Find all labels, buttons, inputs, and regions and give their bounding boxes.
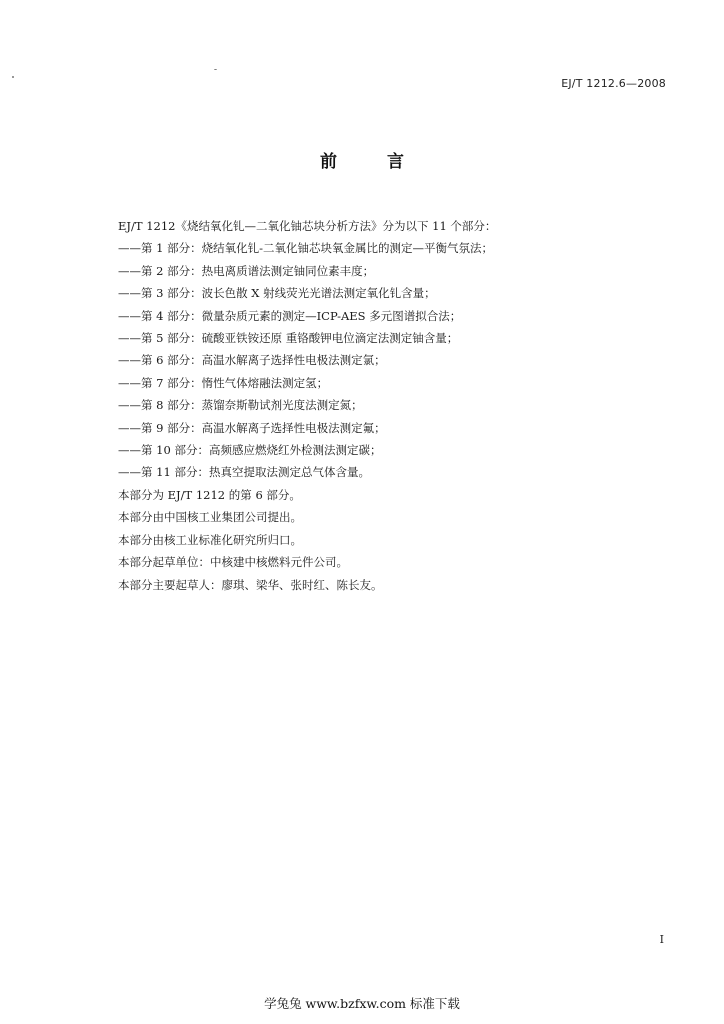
page-number: I: [659, 933, 664, 946]
part-item-8: ——第 8 部分：蒸馏奈斯勒试剂光度法测定氮；: [118, 398, 363, 413]
download-watermark-footer: 学兔兔 www.bzfxw.com 标准下载: [264, 996, 460, 1011]
statement-drafters: 本部分主要起草人：廖琪、梁华、张时红、陈长友。: [118, 577, 383, 592]
scan-speck: [214, 69, 217, 70]
part-item-1: ——第 1 部分：烧结氧化钆-二氧化铀芯块氧金属比的测定—平衡气氛法；: [118, 241, 494, 256]
statement-proposer: 本部分由中国核工业集团公司提出。: [118, 510, 302, 525]
part-item-9: ——第 9 部分：高温水解离子选择性电极法测定氟；: [118, 420, 386, 435]
part-item-4: ——第 4 部分：微量杂质元素的测定—ICP-AES 多元图谱拟合法；: [118, 308, 462, 323]
foreword-intro: EJ/T 1212《烧结氧化钆—二氧化铀芯块分析方法》分为以下 11 个部分：: [118, 219, 497, 233]
foreword-body: [118, 215, 678, 596]
standard-number: EJ/T 1212.6—2008: [561, 77, 666, 90]
statement-drafting-unit: 本部分起草单位：中核建中核燃料元件公司。: [118, 555, 348, 570]
statement-administrator: 本部分由核工业标准化研究所归口。: [118, 532, 302, 547]
part-item-11: ——第 11 部分：热真空提取法测定总气体含量。: [118, 465, 370, 480]
part-item-3: ——第 3 部分：波长色散 X 射线荧光光谱法测定氧化钆含量；: [118, 286, 436, 301]
part-item-7: ——第 7 部分：惰性气体熔融法测定氢；: [118, 375, 329, 390]
statement-part-number: 本部分为 EJ/T 1212 的第 6 部分。: [118, 487, 301, 502]
foreword-title: 前 言: [320, 152, 426, 172]
part-item-6: ——第 6 部分：高温水解离子选择性电极法测定氯；: [118, 353, 386, 368]
part-item-2: ——第 2 部分：热电离质谱法测定铀同位素丰度；: [118, 263, 375, 278]
scan-speck: [12, 76, 14, 78]
part-item-5: ——第 5 部分：硫酸亚铁铵还原 重铬酸钾电位滴定法测定铀含量；: [118, 331, 459, 346]
part-item-10: ——第 10 部分：高频感应燃烧红外检测法测定碳；: [118, 443, 382, 458]
